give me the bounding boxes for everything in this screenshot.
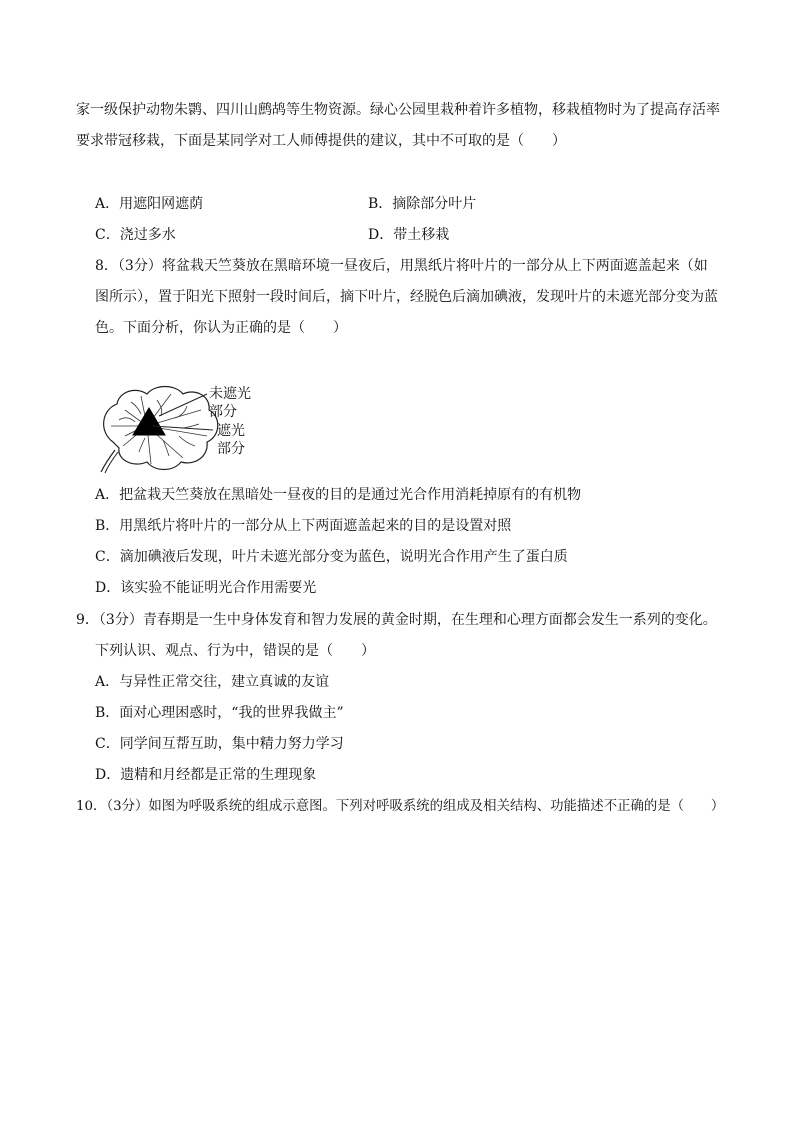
q8-stem-line-2: 图所示），置于阳光下照射一段时间后，摘下叶片，经脱色后滴加碘液，发现叶片的未遮光部分变为蓝	[95, 289, 718, 305]
q9-option-d: D．遗精和月经都是正常的生理现象	[95, 767, 317, 783]
q8-option-d: D．该实验不能证明光合作用需要光	[95, 580, 317, 596]
q8-option-c: C．滴加碘液后发现，叶片未遮光部分变为蓝色，说明光合作用产生了蛋白质	[95, 549, 568, 565]
q7-option-a: A．用遮阳网遮荫	[95, 196, 204, 212]
q7-option-d: D．带土移栽	[368, 227, 450, 243]
q7-option-c: C．浇过多水	[95, 227, 176, 243]
label-shaded-line-1: 遮光	[217, 423, 245, 439]
q7-stem-line-2: 要求带冠移栽，下面是某同学对工人师傅提供的建议，其中不可取的是（ ）	[76, 133, 566, 149]
q10-stem-line-1: 10．（3分）如图为呼吸系统的组成示意图。下列对呼吸系统的组成及相关结构、功能描述不正确的是（ ）	[76, 799, 725, 814]
label-unshaded-line-1: 未遮光	[209, 386, 251, 402]
q9-stem-line-2: 下列认识、观点、行为中，错误的是（ ）	[95, 643, 375, 659]
q8-stem-line-1: 8．（3分）将盆栽天竺葵放在黑暗环境一昼夜后，用黑纸片将叶片的一部分从上下两面遮盖起来（如	[95, 258, 708, 274]
q8-option-b: B．用黑纸片将叶片的一部分从上下两面遮盖起来的目的是设置对照	[95, 518, 512, 534]
q9-stem-line-1: 9．（3分）青春期是一生中身体发育和智力发展的黄金时期，在生理和心理方面都会发生一系列的变化。	[76, 612, 717, 628]
q8-stem-line-3: 色。下面分析，你认为正确的是（ ）	[95, 320, 347, 336]
q9-option-c: C．同学间互帮互助，集中精力努力学习	[95, 736, 344, 752]
label-unshaded-line-2: 部分	[209, 404, 237, 420]
label-shaded-line-2: 部分	[217, 441, 245, 457]
q9-option-a: A．与异性正常交往，建立真诚的友谊	[95, 674, 330, 690]
q7-stem-line-1: 家一级保护动物朱鹮、四川山鹧鸪等生物资源。绿心公园里栽种着许多植物，移栽植物时为了提高存活率	[76, 102, 720, 118]
q7-option-b: B．摘除部分叶片	[368, 196, 477, 212]
q9-option-b: B．面对心理困惑时，“我的世界我做主”	[95, 705, 344, 721]
leaf-figure	[95, 380, 265, 475]
q8-option-a: A．把盆栽天竺葵放在黑暗处一昼夜的目的是通过光合作用消耗掉原有的有机物	[95, 487, 582, 503]
